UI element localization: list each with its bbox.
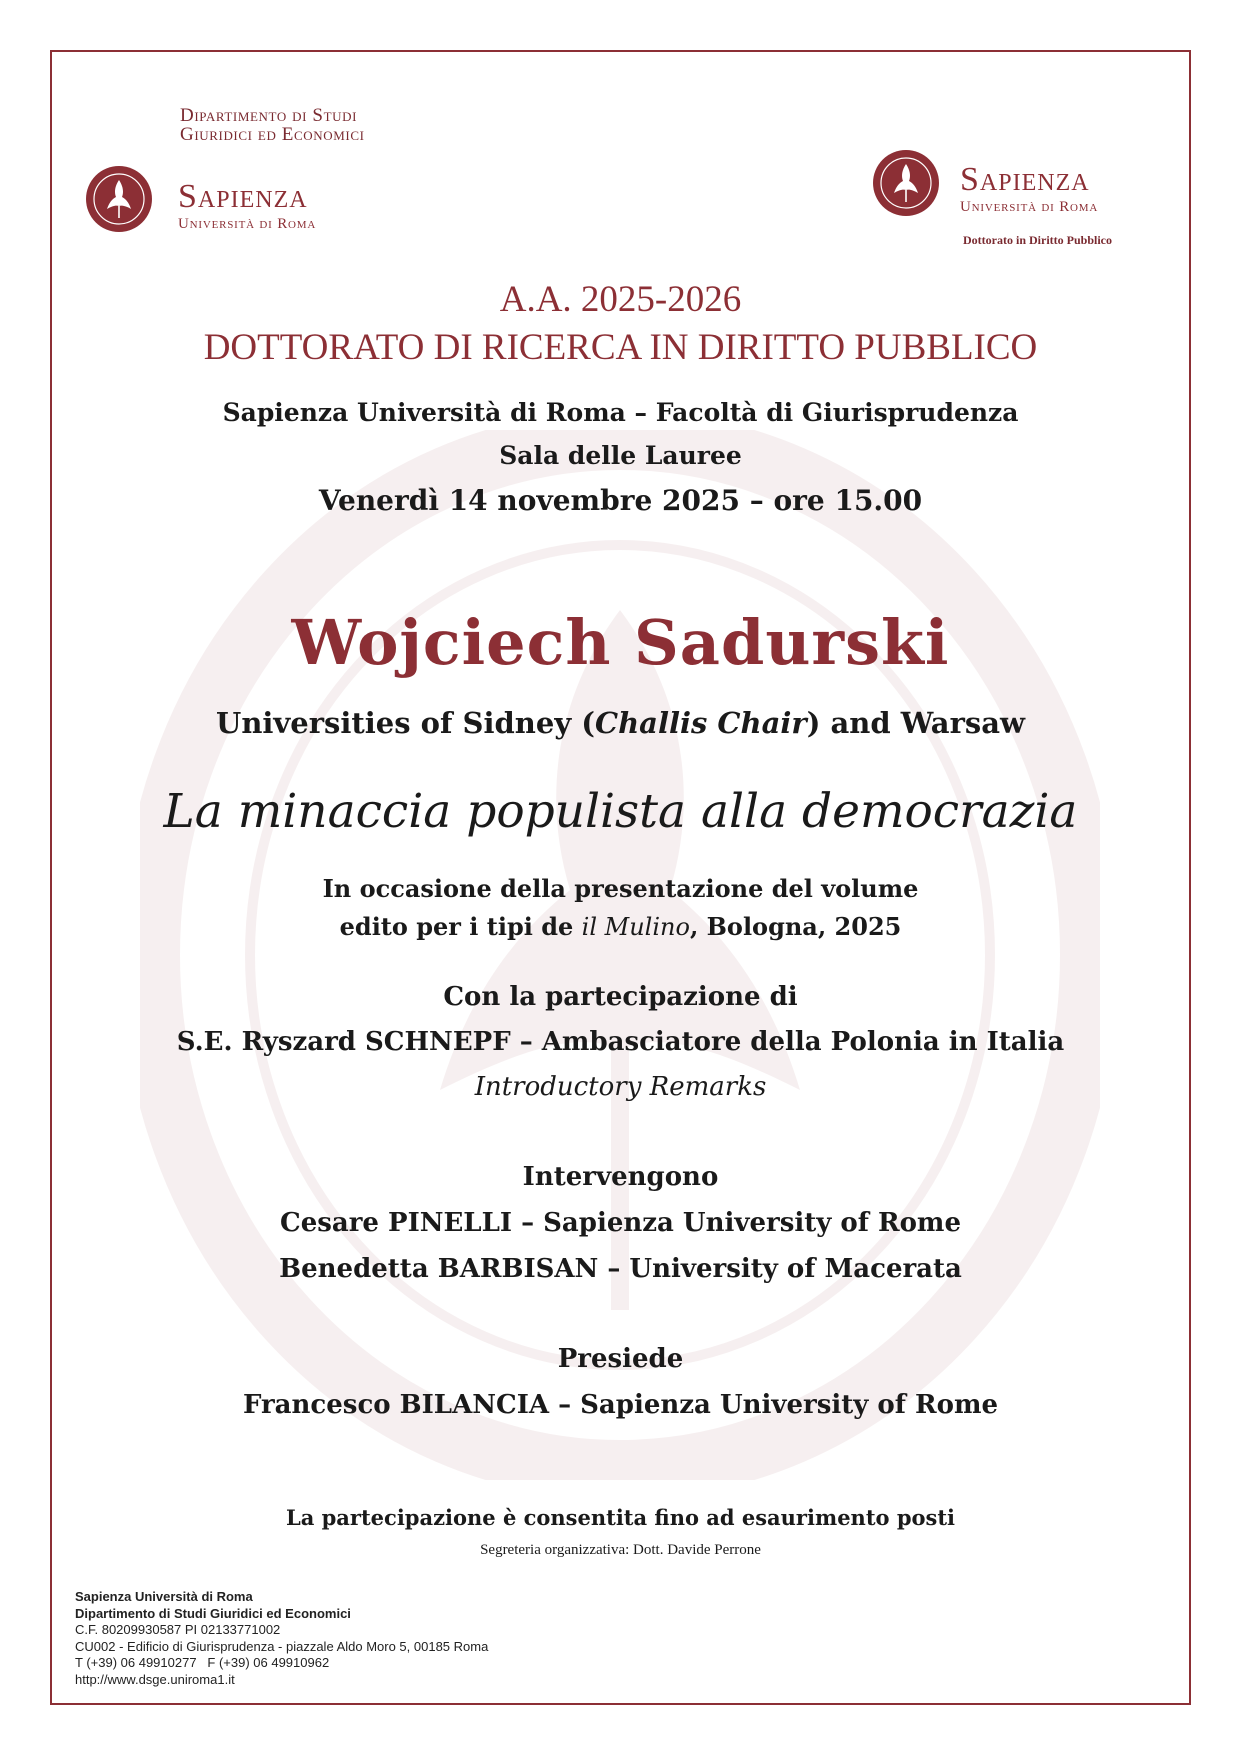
secretariat: Segreteria organizzativa: Dott. Davide Perrone — [480, 1542, 761, 1558]
panelist: Benedetta BARBISAN – University of Macerata — [279, 1254, 962, 1284]
footer-website[interactable]: http://www.dsge.uniroma1.it — [75, 1671, 235, 1687]
speaker-name: Wojciech Sadurski — [291, 606, 950, 679]
academic-year: A.A. 2025-2026 — [499, 279, 742, 320]
footer — [75, 1589, 488, 1688]
brand-subtitle: Università di Roma — [178, 216, 317, 232]
panelist: Cesare PINELLI – Sapienza University of Rome — [280, 1208, 961, 1238]
attendance-note: La partecipazione è consentita fino ad esaurimento posti — [285, 1505, 956, 1530]
brand-subtitle: Università di Roma — [960, 199, 1099, 215]
chair-heading: Presiede — [557, 1344, 684, 1374]
footer-phone: T (+39) 06 49910277 F (+39) 06 49910962 — [75, 1655, 330, 1670]
footer-department: Dipartimento di Studi Giuridici ed Economici — [75, 1605, 351, 1621]
footer-tax-id: C.F. 80209930587 PI 02133771002 — [75, 1622, 281, 1637]
ambassador-role: Introductory Remarks — [474, 1072, 767, 1102]
ambassador: S.E. Ryszard SCHNEPF – Ambasciatore della Polonia in Italia — [176, 1027, 1065, 1057]
chair: Francesco BILANCIA – Sapienza University of Rome — [242, 1390, 999, 1420]
footer-address: CU002 - Edificio di Giurisprudenza - piazzale Aldo Moro 5, 00185 Roma — [75, 1638, 489, 1654]
department-name: Dipartimento di Studi Giuridici ed Economici — [180, 105, 365, 145]
program-name: Dottorato in Diritto Pubblico — [963, 233, 1112, 247]
volume-note: In occasione della presentazione del volume — [322, 874, 919, 903]
sapienza-seal-icon — [873, 150, 939, 216]
brand-name: Sapienza — [178, 178, 308, 215]
sapienza-seal-icon — [86, 166, 152, 232]
venue-room: Sala delle Lauree — [499, 441, 742, 470]
participation-heading: Con la partecipazione di — [443, 982, 798, 1012]
speaker-affiliation: Universities of Sidney (Challis Chair) and Warsaw — [216, 706, 1025, 740]
program-title: DOTTORATO DI RICERCA IN DIRITTO PUBBLICO — [203, 327, 1038, 368]
speakers-heading: Intervengono — [522, 1162, 719, 1192]
event-datetime: Venerdì 14 novembre 2025 – ore 15.00 — [318, 484, 923, 517]
book-title: La minaccia populista alla democrazia — [163, 784, 1078, 839]
volume-publisher: edito per i tipi de il Mulino, Bologna, 2025 — [339, 912, 902, 941]
brand-name: Sapienza — [960, 161, 1090, 198]
venue-line: Sapienza Università di Roma – Facoltà di Giurisprudenza — [222, 398, 1019, 427]
footer-university: Sapienza Università di Roma — [75, 1589, 253, 1604]
